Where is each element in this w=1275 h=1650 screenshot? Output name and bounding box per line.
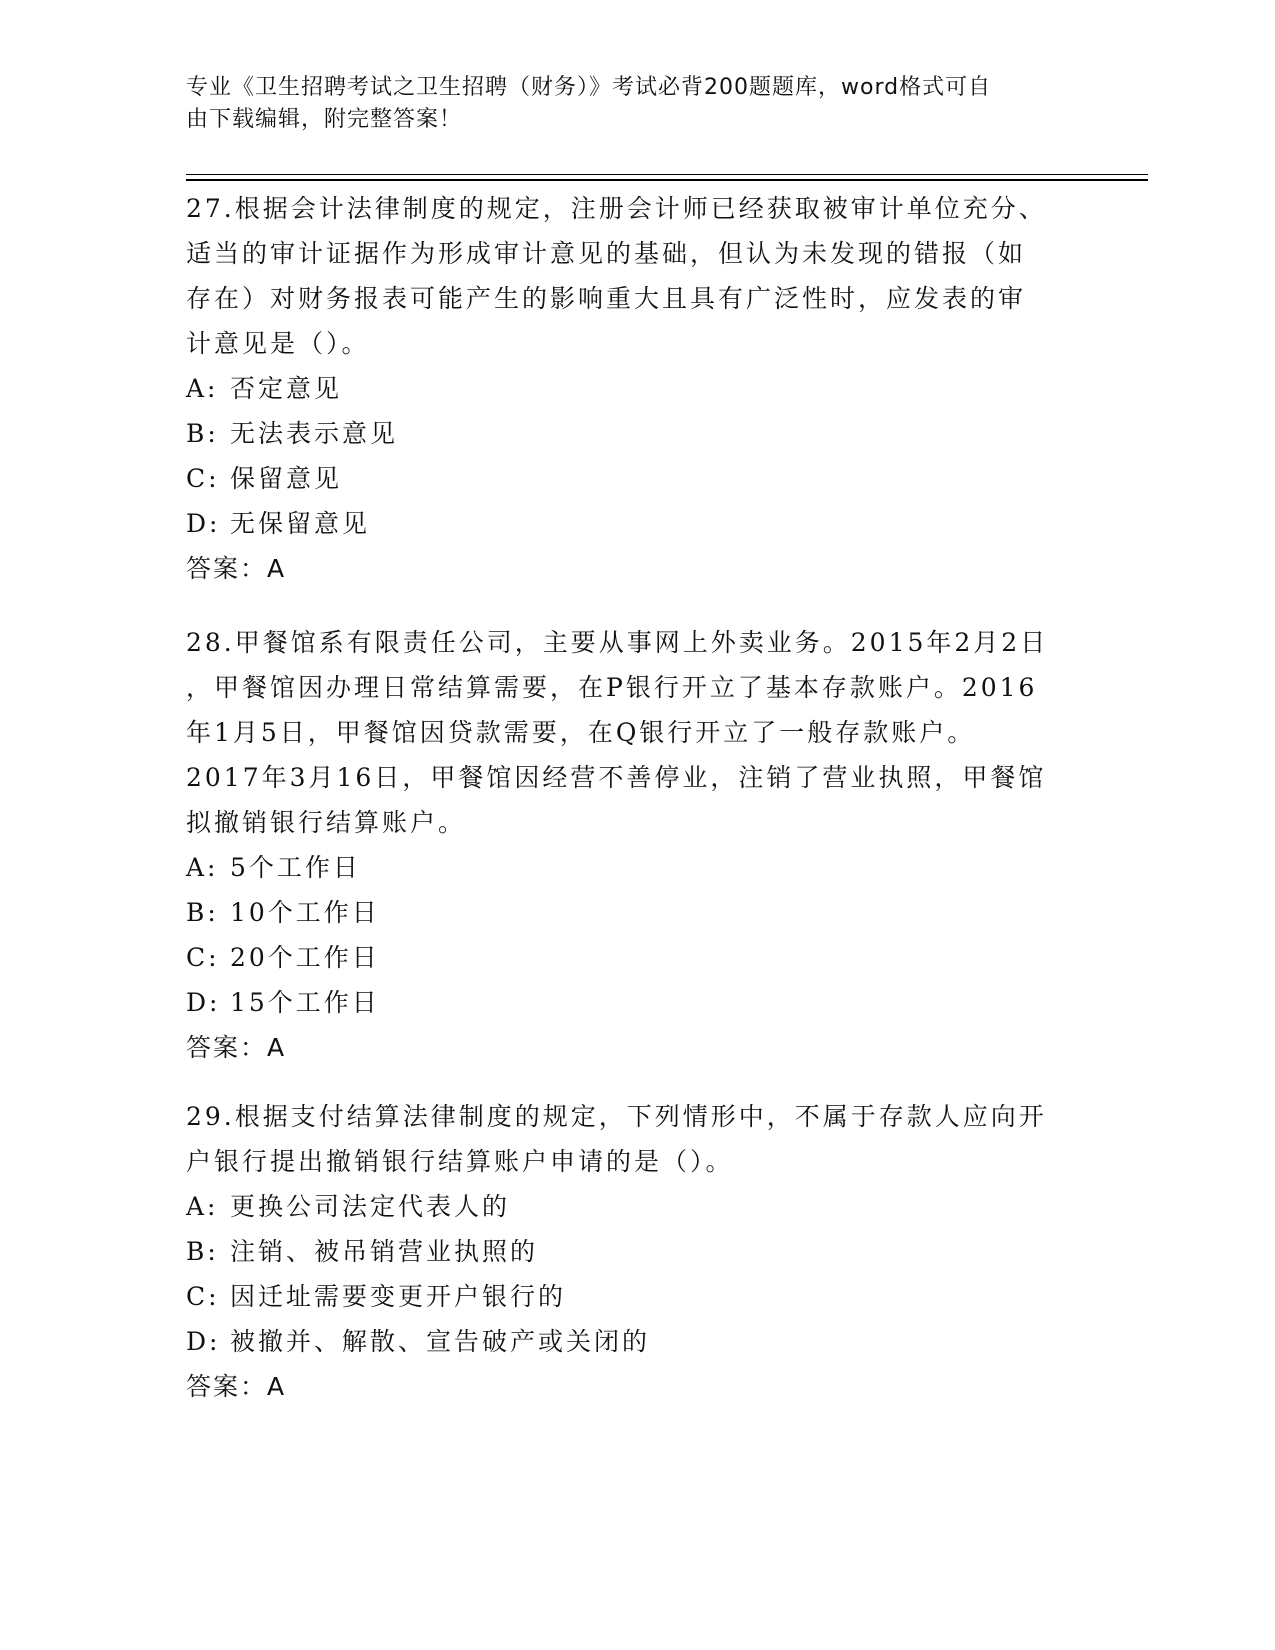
option-c bbox=[186, 935, 1086, 980]
option-key: D: bbox=[186, 509, 221, 538]
question-28 bbox=[186, 620, 1086, 1070]
stem-line: 2017年3月16日，甲餐馆因经营不善停业，注销了营业执照，甲餐馆 bbox=[186, 763, 1047, 792]
option-a bbox=[186, 845, 1086, 890]
stem-line: ，甲餐馆因办理日常结算需要，在P银行开立了基本存款账户。2016 bbox=[186, 673, 1038, 702]
stem-line: 适当的审计证据作为形成审计意见的基础，但认为未发现的错报（如 bbox=[186, 239, 1027, 268]
question-27 bbox=[186, 186, 1086, 591]
stem-line: 年1月5日，甲餐馆因贷款需要，在Q银行开立了一般存款账户。 bbox=[186, 718, 976, 747]
option-c bbox=[186, 1274, 1086, 1319]
option-text: 因迁址需要变更开户银行的 bbox=[230, 1282, 567, 1311]
option-text: 保留意见 bbox=[230, 464, 343, 493]
document-header bbox=[186, 72, 1066, 136]
header-line-1: 专业《卫生招聘考试之卫生招聘（财务）》考试必背200题题库，word格式可自 bbox=[186, 75, 992, 100]
option-text: 5个工作日 bbox=[230, 853, 361, 882]
option-a bbox=[186, 1184, 1086, 1229]
option-text: 10个工作日 bbox=[230, 898, 380, 927]
option-d bbox=[186, 501, 1086, 546]
header-line-2: 由下载编辑，附完整答案！ bbox=[186, 107, 463, 132]
option-key: D: bbox=[186, 1327, 221, 1356]
option-text: 20个工作日 bbox=[230, 943, 380, 972]
option-text: 15个工作日 bbox=[230, 988, 380, 1017]
option-b bbox=[186, 411, 1086, 456]
option-c bbox=[186, 456, 1086, 501]
option-key: B: bbox=[186, 419, 219, 448]
stem-line: 27.根据会计法律制度的规定，注册会计师已经获取被审计单位充分、 bbox=[186, 194, 1047, 223]
option-a bbox=[186, 366, 1086, 411]
stem-line: 29.根据支付结算法律制度的规定，下列情形中，不属于存款人应向开 bbox=[186, 1102, 1047, 1131]
option-key: A: bbox=[186, 853, 219, 882]
option-key: B: bbox=[186, 898, 219, 927]
stem-line: 存在）对财务报表可能产生的影响重大且具有广泛性时，应发表的审 bbox=[186, 284, 1027, 313]
stem-line: 拟撤销银行结算账户。 bbox=[186, 808, 467, 837]
option-text: 更换公司法定代表人的 bbox=[230, 1192, 511, 1221]
stem-line: 户银行提出撤销银行结算账户申请的是（）。 bbox=[186, 1147, 734, 1176]
option-key: B: bbox=[186, 1237, 219, 1266]
answer-line: 答案：A bbox=[186, 1033, 287, 1062]
question-stem bbox=[186, 186, 1086, 366]
option-text: 被撤并、解散、宣告破产或关闭的 bbox=[230, 1327, 651, 1356]
question-stem bbox=[186, 1094, 1086, 1184]
option-text: 注销、被吊销营业执照的 bbox=[230, 1237, 539, 1266]
option-key: C: bbox=[186, 943, 220, 972]
answer-line: 答案：A bbox=[186, 554, 287, 583]
header-divider-thick bbox=[186, 179, 1148, 181]
answer-line: 答案：A bbox=[186, 1372, 287, 1401]
header-divider-thin bbox=[186, 174, 1148, 175]
option-text: 无保留意见 bbox=[230, 509, 371, 538]
option-text: 无法表示意见 bbox=[230, 419, 399, 448]
option-d bbox=[186, 1319, 1086, 1364]
option-b bbox=[186, 1229, 1086, 1274]
stem-line: 28.甲餐馆系有限责任公司，主要从事网上外卖业务。2015年2月2日 bbox=[186, 628, 1049, 657]
option-key: A: bbox=[186, 374, 219, 403]
stem-line: 计意见是（）。 bbox=[186, 329, 370, 358]
option-key: A: bbox=[186, 1192, 219, 1221]
question-stem bbox=[186, 620, 1086, 845]
option-key: D: bbox=[186, 988, 221, 1017]
option-key: C: bbox=[186, 464, 220, 493]
option-text: 否定意见 bbox=[230, 374, 343, 403]
option-d bbox=[186, 980, 1086, 1025]
option-key: C: bbox=[186, 1282, 220, 1311]
option-b bbox=[186, 890, 1086, 935]
question-29 bbox=[186, 1094, 1086, 1409]
